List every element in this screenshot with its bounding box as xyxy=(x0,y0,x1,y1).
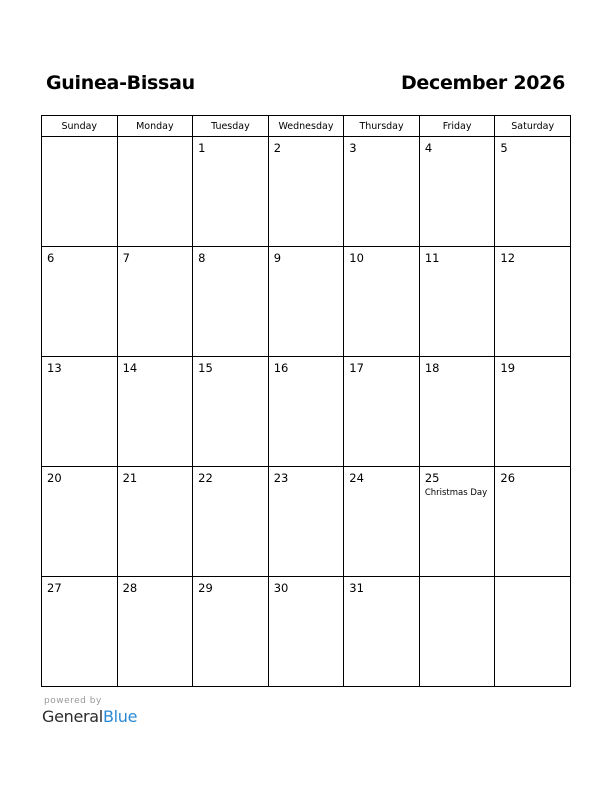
day-cell xyxy=(495,577,571,687)
day-cell xyxy=(419,357,495,467)
day-number: 3 xyxy=(349,141,357,155)
day-cell xyxy=(419,467,495,577)
day-cell xyxy=(193,137,269,247)
week-row xyxy=(42,357,571,467)
weekday-header-thursday: Thursday xyxy=(344,116,420,137)
day-cell xyxy=(495,357,571,467)
day-cell xyxy=(117,577,193,687)
day-number: 7 xyxy=(122,251,130,265)
day-number: 17 xyxy=(349,361,364,375)
day-number: 4 xyxy=(424,141,433,155)
day-cell xyxy=(344,137,420,247)
day-cell xyxy=(268,577,344,687)
day-number: 8 xyxy=(198,251,206,265)
day-number: 15 xyxy=(198,361,213,375)
weekday-header-monday: Monday xyxy=(117,116,193,137)
day-number: 27 xyxy=(47,581,62,595)
day-cell xyxy=(42,137,118,247)
day-cell xyxy=(42,247,118,357)
day-cell xyxy=(117,247,193,357)
day-number: 5 xyxy=(500,141,508,155)
day-number: 23 xyxy=(273,471,289,485)
day-cell xyxy=(268,137,344,247)
day-cell xyxy=(42,467,118,577)
week-row xyxy=(42,577,571,687)
month-year-title: December 2026 xyxy=(400,72,565,94)
day-number: 21 xyxy=(122,471,138,485)
day-number: 2 xyxy=(273,141,282,155)
day-cell xyxy=(268,467,344,577)
day-number: 24 xyxy=(349,471,364,485)
day-number: 29 xyxy=(198,581,213,595)
day-cell xyxy=(193,247,269,357)
weekday-header-row xyxy=(42,116,571,137)
day-cell xyxy=(193,357,269,467)
week-row xyxy=(42,247,571,357)
logo-text-general: General xyxy=(42,707,103,726)
generalblue-logo xyxy=(42,707,137,726)
day-cell xyxy=(268,357,344,467)
day-number: 22 xyxy=(198,471,213,485)
day-number: 11 xyxy=(424,251,440,265)
day-number: 13 xyxy=(47,361,62,375)
day-number: 20 xyxy=(47,471,62,485)
week-row xyxy=(42,137,571,247)
day-number: 14 xyxy=(122,361,138,375)
weekday-header-sunday: Sunday xyxy=(42,116,118,137)
day-number: 19 xyxy=(500,361,516,375)
country-title: Guinea-Bissau xyxy=(46,72,195,94)
logo-text-blue: Blue xyxy=(102,707,138,726)
day-cell xyxy=(495,137,571,247)
day-number: 16 xyxy=(273,361,289,375)
day-cell xyxy=(344,467,420,577)
calendar-grid xyxy=(41,115,571,687)
day-number: 18 xyxy=(424,361,440,375)
day-cell xyxy=(495,467,571,577)
day-cell xyxy=(117,467,193,577)
day-cell xyxy=(344,577,420,687)
day-cell xyxy=(419,577,495,687)
powered-by-label: powered by xyxy=(44,696,102,706)
day-cell xyxy=(193,467,269,577)
weekday-header-saturday: Saturday xyxy=(495,116,571,137)
day-number: 12 xyxy=(500,251,516,265)
day-cell xyxy=(42,357,118,467)
day-number: 9 xyxy=(273,251,282,265)
weekday-header-wednesday: Wednesday xyxy=(268,116,344,137)
day-number: 30 xyxy=(273,581,289,595)
day-cell xyxy=(344,357,420,467)
day-number: 28 xyxy=(122,581,138,595)
day-cell xyxy=(193,577,269,687)
day-cell xyxy=(117,357,193,467)
day-cell xyxy=(117,137,193,247)
weekday-header-tuesday: Tuesday xyxy=(193,116,269,137)
week-row xyxy=(42,467,571,577)
holiday-label: Christmas Day xyxy=(424,488,488,498)
day-cell xyxy=(419,137,495,247)
day-cell xyxy=(344,247,420,357)
day-number: 10 xyxy=(349,251,364,265)
weekday-header-friday: Friday xyxy=(419,116,495,137)
day-cell xyxy=(42,577,118,687)
day-number: 31 xyxy=(349,581,364,595)
day-cell xyxy=(495,247,571,357)
footer-branding xyxy=(42,696,137,726)
day-number: 6 xyxy=(47,251,55,265)
day-cell xyxy=(419,247,495,357)
day-number: 25 xyxy=(424,471,440,485)
day-number: 26 xyxy=(500,471,516,485)
day-number: 1 xyxy=(198,141,206,155)
day-cell xyxy=(268,247,344,357)
